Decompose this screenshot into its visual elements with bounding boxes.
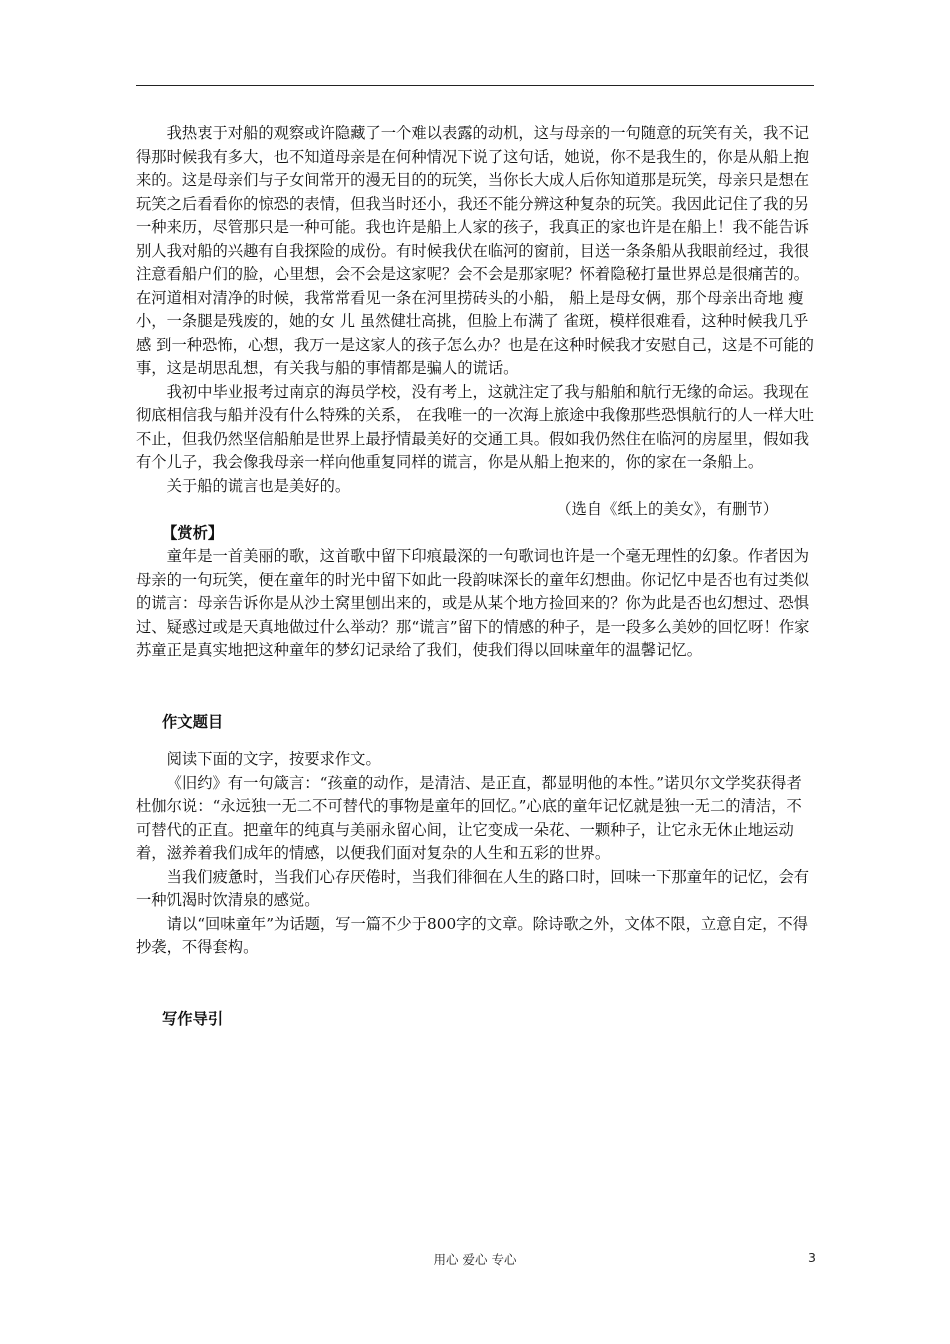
story-paragraph-1: 我热衷于对船的观察或许隐藏了一个难以表露的动机，这与母亲的一句随意的玩笑有关，我不记得那时候我有多大，也不知道母亲是在何种情况下说了这句话，她说，你不是我生的，你是从船上抱来的。这是母亲们与子女间常开的漫无目的的玩笑，当你长大成人后你知道那是玩笑，母亲只是想在玩笑之后看看你的惊恐的表情，但我当时还小，我还不能分辨这种复杂的玩笑。我因此记住了我的另一种来历，尽管那只是一种可能。我也许是船上人家的孩子，我真正的家也许是在船上！我不能告诉别人我对船的兴趣有自我探险的成份。有时候我伏在临河的窗前，目送一条条船从我眼前经过，我很注意看船户们的脸，心里想，会不会是这家呢？会不会是那家呢？怀着隐秘打量世界总是很痛苦的。在河道相对清净的时候，我常常看见一条在河里捞砖头的小船， 船上是母女俩，那个母亲出奇地 瘦小，一条腿是残废的，她的女 儿 虽然健壮高挑，但脸上布满了 雀斑，模样很难看，这种时候我几乎感 到一种恐怖，心想，我万一是这家人的孩子怎么办？也是在这种时候我才安慰自己，这是不可能的事，这是胡思乱想，有关我与船的事情都是骗人的谎话。 <box>136 124 814 377</box>
appreciation-heading: 【赏析】 <box>162 523 224 542</box>
essay-paragraph-4: 请以“回味童年”为话题，写一篇不少于800字的文章。除诗歌之外，文体不限，立意自定，不得抄袭，不得套构。 <box>136 914 809 956</box>
story-source: （选自《纸上的美女》，有删节） <box>556 500 778 518</box>
guide-heading: 写作导引 <box>162 1009 224 1028</box>
essay-paragraph-3: 当我们疲惫时，当我们心存厌倦时，当我们徘徊在人生的路口时，回味一下那童年的记忆，会有一种饥渴时饮清泉的感觉。 <box>136 867 810 909</box>
footer-slogan: 用心 爱心 专心 <box>433 1252 517 1267</box>
essay-paragraph-2: 《旧约》有一句箴言：“孩童的动作，是清洁、是正直，都显明他的本性。”诺贝尔文学奖获得者杜伽尔说：“永远独一无二不可替代的事物是童年的回忆。”心底的童年记忆就是独一无二的清洁，不可替代的正直。把童年的纯真与美丽永留心间，让它变成一朵花、一颗种子，让它永无休止地运动着，滋养着我们成年的情感，以便我们面对复杂的人生和五彩的世界。 <box>136 773 802 862</box>
story-paragraph-2: 我初中毕业报考过南京的海员学校，没有考上，这就注定了我与船舶和航行无缘的命运。我现在彻底相信我与船并没有什么特殊的关系， 在我唯一的一次海上旅途中我像那些恐惧航行的人一样大吐不止，但我仍然坚信船舶是世界上最抒情最美好的交通工具。假如我仍然住在临河的房屋里，假如我有个儿子，我会像我母亲一样向他重复同样的谎言，你是从船上抱来的，你的家在一条船上。 <box>136 382 814 471</box>
page-number: 3 <box>808 1250 816 1265</box>
essay-heading: 作文题目 <box>162 712 224 731</box>
header-rule <box>136 85 814 86</box>
document-body <box>136 122 816 1031</box>
appreciation-text: 童年是一首美丽的歌，这首歌中留下印痕最深的一句歌词也许是一个毫无理性的幻象。作者因为母亲的一句玩笑，便在童年的时光中留下如此一段韵味深长的童年幻想曲。你记忆中是否也有过类似的谎言：母亲告诉你是从沙土窝里刨出来的，或是从某个地方捡回来的？你为此是否也幻想过、恐惧过、疑惑过或是天真地做过什么举动？那“谎言”留下的情感的种子，是一段多么美妙的回忆呀！作家苏童正是真实地把这种童年的梦幻记录给了我们，使我们得以回味童年的温馨记忆。 <box>136 547 810 659</box>
story-paragraph-3: 关于船的谎言也是美好的。 <box>166 476 351 495</box>
essay-paragraph-1: 阅读下面的文字，按要求作文。 <box>166 750 381 768</box>
